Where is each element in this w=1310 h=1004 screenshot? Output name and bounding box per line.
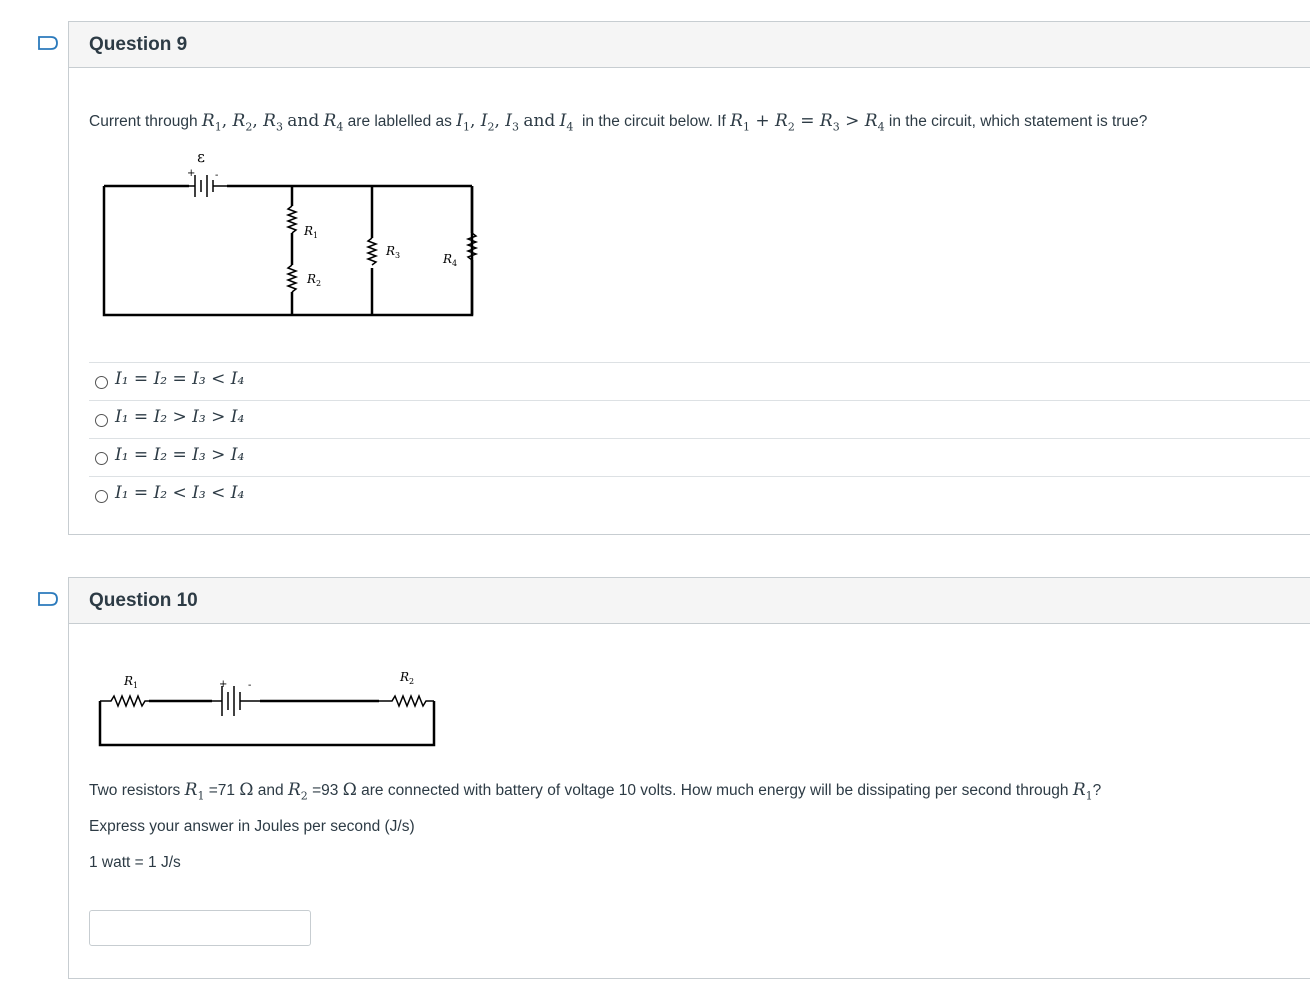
- answer-label: I₁ = I₂ = I₃ > I₄: [115, 445, 245, 465]
- flag-question-icon[interactable]: [38, 592, 58, 606]
- r1-label: $R_1$: [304, 224, 319, 240]
- answer-label: I₁ = I₂ < I₃ < I₄: [115, 483, 245, 503]
- r4-label: $R_4$: [443, 252, 458, 268]
- answer-option[interactable]: [89, 476, 1310, 514]
- circuit-diagram: [99, 142, 479, 322]
- r1-label: $R_1$: [124, 674, 139, 690]
- unit-note-text: 1 watt = 1 J/s: [89, 854, 181, 871]
- battery-minus-label: -: [215, 170, 219, 181]
- radio-button[interactable]: [95, 376, 108, 389]
- question-10: [68, 577, 1310, 979]
- battery-plus-label: +: [187, 168, 196, 179]
- answer-option[interactable]: [89, 438, 1310, 476]
- radio-button[interactable]: [95, 490, 108, 503]
- answer-label: I₁ = I₂ > I₃ > I₄: [115, 407, 245, 427]
- flag-question-icon[interactable]: [38, 36, 58, 50]
- emf-label: ε: [197, 148, 205, 166]
- battery-plus-label: +: [219, 679, 228, 690]
- r2-label: $R_2$: [307, 272, 322, 288]
- answer-option[interactable]: [89, 362, 1310, 400]
- question-header: [69, 578, 1310, 624]
- instruction-text: Express your answer in Joules per second (J/s): [89, 818, 415, 835]
- circuit-diagram: [94, 666, 444, 751]
- answer-label: I₁ = I₂ = I₃ < I₄: [115, 369, 245, 389]
- answer-input[interactable]: [89, 910, 311, 946]
- question-title: Question 10: [89, 590, 198, 611]
- answer-option[interactable]: [89, 400, 1310, 438]
- question-header: [69, 22, 1310, 68]
- r2-label: $R_2$: [400, 670, 415, 686]
- radio-button[interactable]: [95, 414, 108, 427]
- question-title: Question 9: [89, 34, 188, 55]
- radio-button[interactable]: [95, 452, 108, 465]
- battery-minus-label: -: [248, 680, 252, 691]
- question-text: Two resistors $R_1 =71$ Ω and $R_2 =93$ Ω are connected with battery of voltage 10 volts. How much energy will be dissipating per second through $R_1$?: [89, 780, 1102, 803]
- question-text: Current through $R_1$, $R_2$, $R_3$ and $R_4$ are lablelled as $I_1$, $I_2$, $I_3$ and $I_4$ in the circuit below. If $R_1 + R_2 = R_3 > R_4$ in the circuit, which statement is true?: [89, 111, 1148, 134]
- question-9: [68, 21, 1310, 535]
- r3-label: $R_3$: [386, 244, 401, 260]
